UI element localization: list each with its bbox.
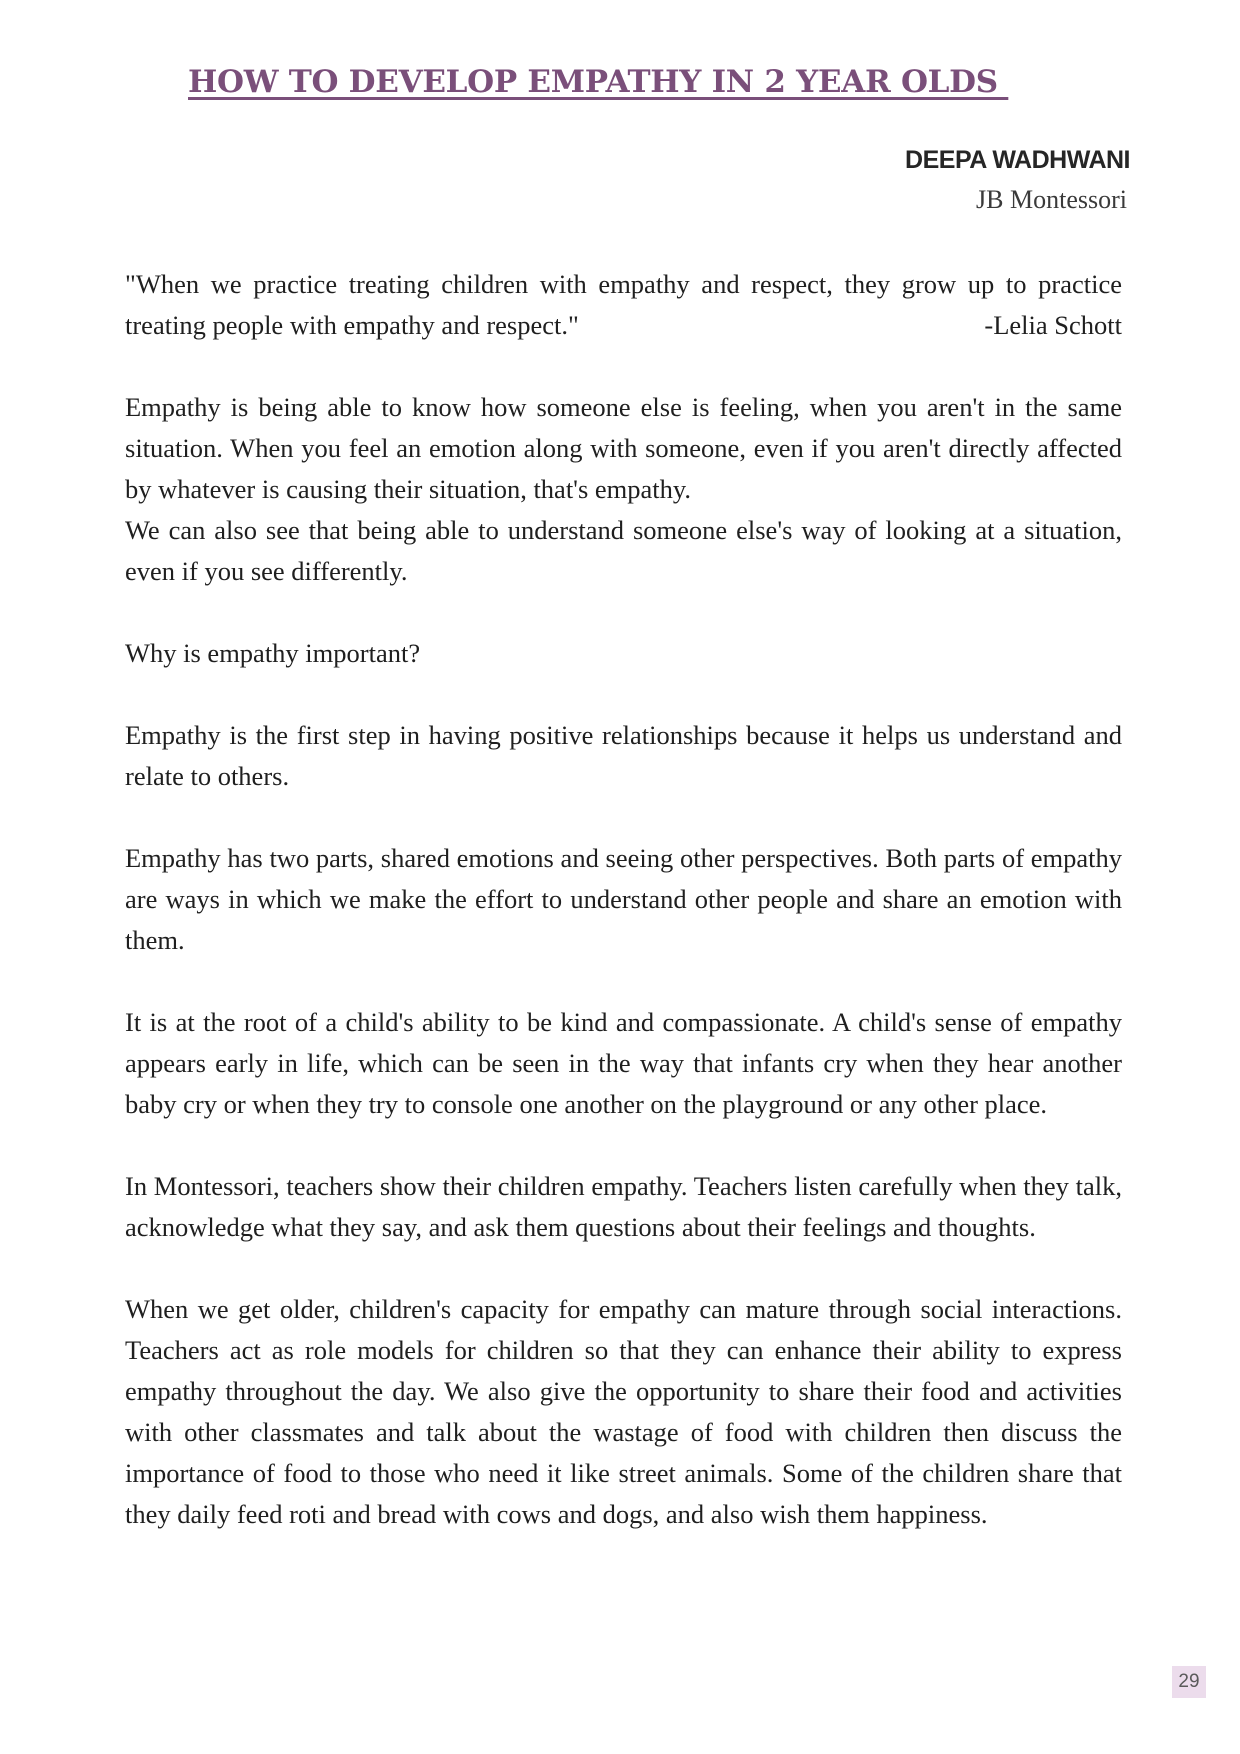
- paragraph: Empathy is being able to know how someone else is feeling, when you aren't in the same situation. When you feel an emotion along with someone, even if you aren't directly affected by whatever is causing their situation, that's empathy.: [125, 392, 1122, 504]
- paragraph: We can also see that being able to understand someone else's way of looking at a situation, even if you see differently.: [125, 515, 1122, 586]
- paragraph: In Montessori, teachers show their children empathy. Teachers listen carefully when they talk, acknowledge what they say, and ask them questions about their feelings and thoughts.: [125, 1171, 1122, 1242]
- quote-attribution: -Lelia Schott: [984, 310, 1122, 340]
- author-affiliation: JB Montessori: [976, 185, 1127, 214]
- paragraph: When we get older, children's capacity for empathy can mature through social interactions. Teachers act as role models for children so that they can enhance their ability to express empathy throughout the day. We also give the opportunity to share their food and activities with other classmates and talk about the wastage of food with children then discuss the importance of food to those who need it like street animals. Some of the children share that they daily feed roti and bread with cows and dogs, and also wish them happiness.: [125, 1294, 1122, 1529]
- quote-text: "When we practice treating children with empathy and respect, they grow up to practice treating people with empathy and respect.": [125, 269, 1122, 340]
- section-question: Why is empathy important?: [125, 638, 421, 668]
- paragraph: Empathy has two parts, shared emotions and seeing other perspectives. Both parts of empathy are ways in which we make the effort to understand other people and share an emotion with them.: [125, 843, 1122, 955]
- paragraph: It is at the root of a child's ability to be kind and compassionate. A child's sense of empathy appears early in life, which can be seen in the way that infants cry when they hear another baby cry or when they try to console one another on the playground or any other place.: [125, 1007, 1122, 1119]
- epigraph-quote: [125, 264, 1122, 346]
- article-body: [125, 264, 1122, 1535]
- page-number: 29: [1172, 1666, 1206, 1698]
- author-name: DEEPA WADHWANI: [905, 146, 1130, 174]
- byline: [905, 140, 1130, 220]
- article-title: HOW TO DEVELOP EMPATHY IN 2 YEAR OLDS: [188, 64, 1009, 100]
- paragraph: Empathy is the first step in having positive relationships because it helps us understand and relate to others.: [125, 720, 1122, 791]
